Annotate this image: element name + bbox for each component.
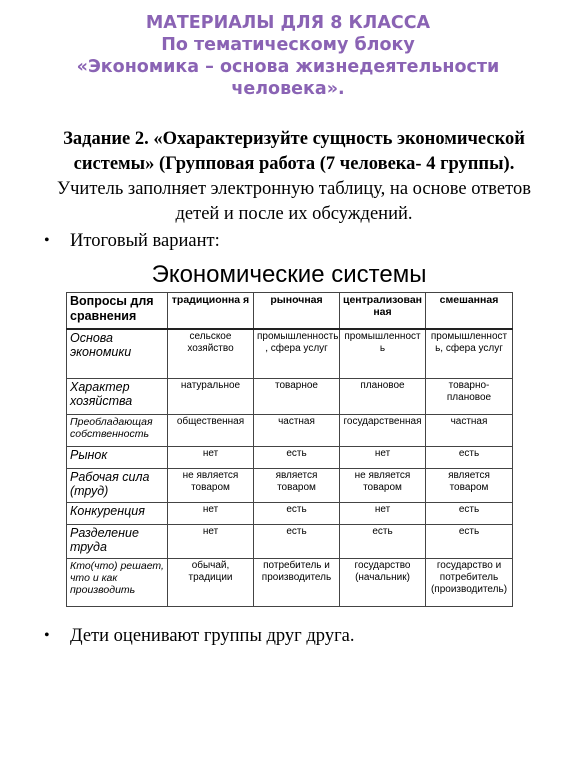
header-cell: Вопросы для сравнения (67, 293, 168, 329)
table-cell: промышленность , сфера услуг (254, 329, 340, 379)
task-title: Задание 2. «Охарактеризуйте сущность экономической системы» (Групповая работа (7 человека- 4 группы). (63, 129, 525, 174)
header-cell: рыночная (254, 293, 340, 329)
row-label: Характер хозяйства (67, 379, 168, 415)
bullet-text: Дети оценивают группы друг друга. (70, 626, 355, 646)
table-row (67, 559, 513, 607)
bullet-icon: • (44, 627, 50, 644)
comparison-table (66, 292, 513, 607)
table-cell: есть (254, 525, 340, 559)
table-cell: нет (168, 503, 254, 525)
row-label: Разделение труда (67, 525, 168, 559)
table-cell: промышленност ь, сфера услуг (426, 329, 513, 379)
row-label: Кто(что) решает, что и как производить (67, 559, 168, 607)
table-cell: есть (254, 447, 340, 469)
table-cell: является товаром (426, 469, 513, 503)
table-cell: обычай, традиции (168, 559, 254, 607)
table-cell: потребитель и производитель (254, 559, 340, 607)
heading-line-2: По тематическому блоку (161, 35, 415, 55)
table-cell: частная (254, 415, 340, 447)
bullet-text: Итоговый вариант: (70, 231, 220, 251)
table-title: Экономические системы (151, 261, 427, 288)
heading-line-3: «Экономика – основа жизнедеятельности (76, 57, 500, 77)
table-row (67, 503, 513, 525)
bullet-evaluation (44, 624, 355, 648)
table-cell: промышленност ь (340, 329, 426, 379)
table-cell: нет (168, 525, 254, 559)
row-label: Рынок (67, 447, 168, 469)
header-cell: смешанная (426, 293, 513, 329)
table-row (67, 415, 513, 447)
row-label: Основа экономики (67, 329, 168, 379)
heading-line-1: МАТЕРИАЛЫ ДЛЯ 8 КЛАССА (145, 13, 431, 33)
table-row (67, 329, 513, 379)
bullet-icon: • (44, 232, 50, 249)
header-cell: традиционна я (168, 293, 254, 329)
table-cell: есть (340, 525, 426, 559)
table-cell: натуральное (168, 379, 254, 415)
heading-line-4: человека». (231, 79, 345, 99)
table-row (67, 379, 513, 415)
table-row (67, 469, 513, 503)
table-cell: государство (начальник) (340, 559, 426, 607)
page-heading (0, 12, 576, 100)
table-cell: общественная (168, 415, 254, 447)
table-cell: сельское хозяйство (168, 329, 254, 379)
table-cell: нет (340, 447, 426, 469)
row-label: Рабочая сила (труд) (67, 469, 168, 503)
header-cell: централизован ная (340, 293, 426, 329)
table-cell: нет (168, 447, 254, 469)
table-cell: есть (426, 503, 513, 525)
row-label: Преобладающая собственность (67, 415, 168, 447)
table-row (67, 447, 513, 469)
table-cell: не является товаром (340, 469, 426, 503)
table-cell: нет (340, 503, 426, 525)
table-cell: не является товаром (168, 469, 254, 503)
table-cell: есть (426, 525, 513, 559)
table-header-row (67, 293, 513, 329)
table-cell: плановое (340, 379, 426, 415)
table-cell: есть (254, 503, 340, 525)
task-description: Учитель заполняет электронную таблицу, на основе ответов детей и после их обсуждений. (57, 179, 531, 224)
table-cell: является товаром (254, 469, 340, 503)
table-cell: государственная (340, 415, 426, 447)
table-cell: товарное (254, 379, 340, 415)
table-cell: товарно-плановое (426, 379, 513, 415)
bullet-final-variant (44, 229, 220, 253)
economic-systems-figure (66, 258, 512, 618)
table-row (67, 525, 513, 559)
row-label: Конкуренция (67, 503, 168, 525)
table-cell: есть (426, 447, 513, 469)
table-cell: частная (426, 415, 513, 447)
table-cell: государство и потребитель (производитель) (426, 559, 513, 607)
